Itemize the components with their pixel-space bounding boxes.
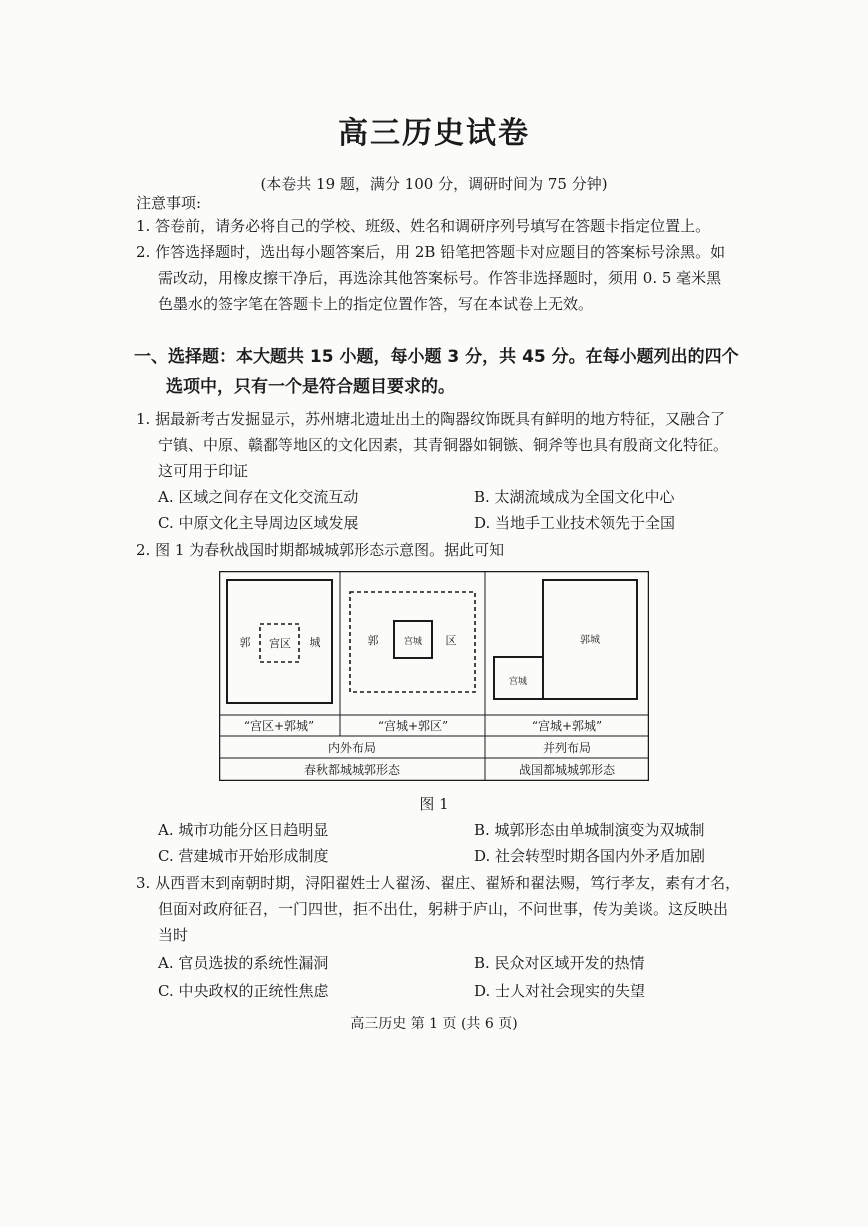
q1-option-b: B. 太湖流域成为全国文化中心 [474,488,675,506]
q3-option-b: B. 民众对区域开发的热情 [474,954,645,972]
layout-parallel: 并列布局 [542,741,592,755]
page-footer: 高三历史 第 1 页 (共 6 页) [350,1016,518,1032]
q3-stem-line-1: 3. 从西晋末到南朝时期，浔阳翟姓士人翟汤、翟庄、翟矫和翟法赐，笃行孝友，素有才名， [136,874,741,892]
q1-stem-line-2: 宁镇、中原、赣鄱等地区的文化因素，其青铜器如铜镞、铜斧等也具有殷商文化特征。 [158,436,729,454]
city-layout-diagram [219,571,649,781]
notes-heading: 注意事项: [136,194,202,212]
note-line-3: 需改动，用橡皮擦干净后，再选涂其他答案标号。作答非选择题时，须用 0. 5 毫米黑 [158,269,722,287]
figure-1 [219,571,649,781]
q3-option-a: A. 官员选拔的系统性漏洞 [158,954,329,972]
q3-option-c: C. 中央政权的正统性焦虑 [158,982,329,1000]
q1-option-c: C. 中原文化主导周边区域发展 [158,514,359,532]
layout-inner-outer: 内外布局 [327,741,377,755]
note-line-4: 色墨水的签字笔在答题卡上的指定位置作答，写在本试卷上无效。 [158,295,594,313]
q1-option-a: A. 区域之间存在文化交流互动 [158,488,359,506]
q3-stem-line-2: 但面对政府征召，一门四世，拒不出仕，躬耕于庐山，不问世事，传为美谈。这反映出 [158,900,729,918]
q2-stem: 2. 图 1 为春秋战国时期都城城郭形态示意图。据此可知 [136,541,505,559]
label-panel-2: “宫城+郭区” [377,719,449,733]
q3-stem-line-3: 当时 [158,926,189,944]
p1-gongqu-label: 宫区 [269,637,291,650]
q2-option-a: A. 城市功能分区日趋明显 [158,821,329,839]
label-panel-3: “宫城+郭城” [531,719,603,733]
q1-option-d: D. 当地手工业技术领先于全国 [474,514,676,532]
note-line-2: 2. 作答选择题时，选出每小题答案后，用 2B 铅笔把答题卡对应题目的答案标号涂黑。如 [136,243,726,261]
q2-option-b: B. 城郭形态由单城制演变为双城制 [474,821,705,839]
p3-gongcheng-label: 宫城 [508,677,528,687]
note-line-1: 1. 答卷前，请务必将自己的学校、班级、姓名和调研序列号填写在答题卡指定位置上。 [136,217,711,235]
p3-guocheng-label: 郭城 [580,635,600,646]
era-spring-autumn: 春秋都城城郭形态 [303,763,401,777]
section-heading-cont: 选项中，只有一个是符合题目要求的。 [166,377,455,397]
q2-option-d: D. 社会转型时期各国内外矛盾加剧 [474,847,706,865]
label-panel-1: “宫区+郭城” [243,719,315,733]
q2-option-c: C. 营建城市开始形成制度 [158,847,329,865]
figure-caption: 图 1 [419,795,449,813]
exam-info: (本卷共 19 题，满分 100 分，调研时间为 75 分钟) [260,175,608,193]
p2-guo-label: 郭 [367,634,379,647]
p1-guo-label: 郭 [239,636,251,649]
page-title: 高三历史试卷 [338,116,530,151]
q3-option-d: D. 士人对社会现实的失望 [474,982,646,1000]
section-heading: 一、选择题：本大题共 15 小题，每小题 3 分，共 45 分。在每小题列出的四个 [134,347,739,367]
p2-gongcheng-label: 宫城 [403,637,423,647]
p2-qu-label: 区 [445,634,457,647]
era-warring-states: 战国都城城郭形态 [518,763,616,777]
q1-stem-line-3: 这可用于印证 [158,462,249,480]
p1-cheng-label: 城 [309,636,321,649]
q1-stem-line-1: 1. 据最新考古发掘显示，苏州塘北遗址出土的陶器纹饰既具有鲜明的地方特征，又融合了 [136,410,726,428]
